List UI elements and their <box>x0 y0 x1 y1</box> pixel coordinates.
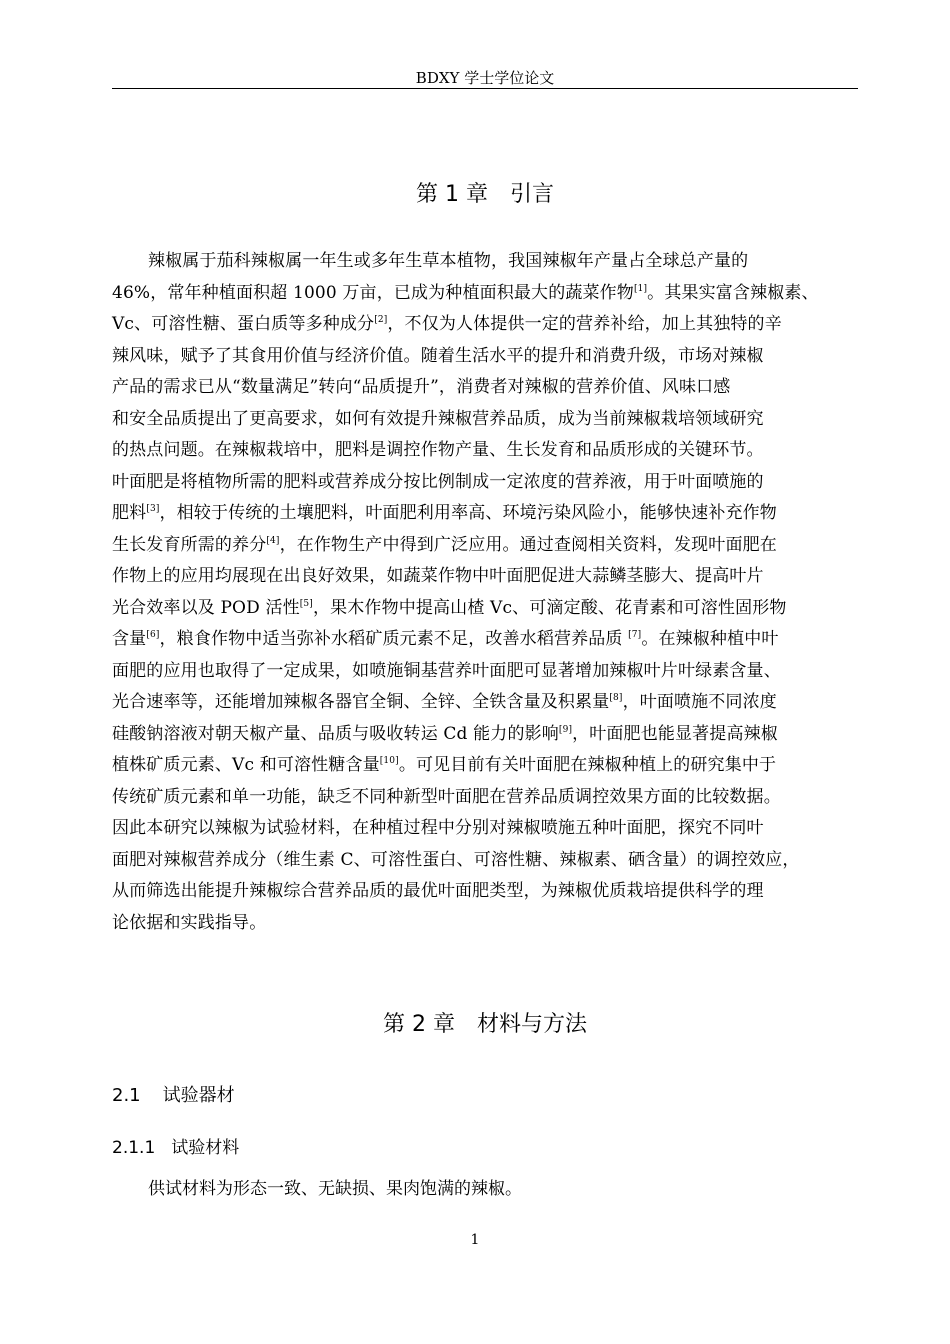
citation-ref: [4] <box>266 535 280 546</box>
text-line <box>112 845 872 877</box>
chapter-1-title: 第 1 章 引言 <box>416 182 554 207</box>
text-line <box>112 813 872 845</box>
text-run: 面肥对辣椒营养成分（维生素 C、可溶性蛋白、可溶性糖、辣椒素、硒含量）的调控效应， <box>112 849 800 870</box>
text-line <box>112 309 872 341</box>
text-run: 。在辣椒种植中叶 <box>641 629 779 649</box>
text-run: 和安全品质提出了更高要求，如何有效提升辣椒营养品质，成为当前辣椒栽培领域研究 <box>112 408 764 429</box>
text-line <box>112 908 872 940</box>
citation-ref: [10] <box>379 756 399 766</box>
text-line <box>112 687 872 719</box>
header-rule <box>112 88 858 89</box>
text-run: 论依据和实践指导。 <box>112 912 267 933</box>
intro-paragraph <box>112 246 872 939</box>
text-run: 含量 <box>112 629 147 649</box>
text-line <box>112 498 872 530</box>
text-line <box>112 656 872 688</box>
text-run: ，叶面肥也能显著提高辣椒 <box>572 723 778 744</box>
text-run: 叶面肥是将植物所需的肥料或营养成分按比例制成一定浓度的营养液，用于叶面喷施的 <box>112 471 764 492</box>
text-line <box>112 876 872 908</box>
text-run: 从而筛选出能提升辣椒综合营养品质的最优叶面肥类型，为辣椒优质栽培提供科学的理 <box>112 881 764 901</box>
text-run: ，在作物生产中得到广泛应用。通过查阅相关资料，发现叶面肥在 <box>279 534 777 555</box>
text-run: 因此本研究以辣椒为试验材料，在种植过程中分别对辣椒喷施五种叶面肥，探究不同叶 <box>112 818 764 838</box>
text-run: ，叶面喷施不同浓度 <box>622 692 777 712</box>
text-run: 辣椒属于茄科辣椒属一年生或多年生草本植物，我国辣椒年产量占全球总产量的 <box>148 251 749 271</box>
section-title: 试验材料 <box>171 1138 240 1158</box>
text-run: 面肥的应用也取得了一定成果，如喷施铜基营养叶面肥可显著增加辣椒叶片叶绿素含量、 <box>112 660 781 681</box>
page-number: 1 <box>470 1232 480 1248</box>
citation-ref: [8] <box>609 693 623 703</box>
text-line <box>112 278 872 310</box>
text-line <box>112 624 872 656</box>
text-run: 。其果实富含辣椒素、 <box>647 282 819 303</box>
running-header: BDXY 学士学位论文 <box>415 69 555 87</box>
text-run: ，不仅为人体提供一定的营养补给，加上其独特的辛 <box>387 314 782 334</box>
text-line <box>112 719 872 751</box>
text-line <box>112 593 872 625</box>
text-run: 光合效率以及 POD 活性 <box>112 597 300 618</box>
text-run: 46%，常年种植面积超 1000 万亩，已成为种植面积最大的蔬菜作物 <box>112 282 634 303</box>
text-run: 肥料 <box>112 503 147 523</box>
text-line <box>112 435 872 467</box>
section-2-1-1-heading <box>112 1135 239 1161</box>
citation-ref: [9] <box>558 724 573 735</box>
citation-ref: [5] <box>299 598 313 609</box>
materials-paragraph: 供试材料为形态一致、无缺损、果肉饱满的辣椒。 <box>148 1179 522 1199</box>
text-line <box>112 530 872 562</box>
text-run: 硅酸钠溶液对朝天椒产量、品质与吸收转运 Cd 能力的影响 <box>112 723 559 744</box>
text-line <box>112 782 872 814</box>
text-run: ，粮食作物中适当弥补水稻矿质元素不足，改善水稻营养品质 <box>159 629 629 649</box>
text-run: 植株矿质元素、Vc 和可溶性糖含量 <box>112 755 380 775</box>
text-line <box>112 341 872 373</box>
text-run: ，果木作物中提高山楂 Vc、可滴定酸、花青素和可溶性固形物 <box>312 597 787 618</box>
text-line <box>112 372 872 404</box>
text-line <box>112 246 872 278</box>
section-title: 试验器材 <box>162 1085 235 1106</box>
citation-ref: [2] <box>374 315 388 325</box>
text-run: Vc、可溶性糖、蛋白质等多种成分 <box>112 314 375 334</box>
text-run: ，相较于传统的土壤肥料，叶面肥利用率高、环境污染风险小，能够快速补充作物 <box>159 503 777 523</box>
citation-ref: [7] <box>628 630 642 640</box>
citation-ref: [3] <box>146 504 160 514</box>
text-line <box>112 750 872 782</box>
text-run: 辣风味，赋予了其食用价值与经济价值。随着生活水平的提升和消费升级，市场对辣椒 <box>112 345 764 366</box>
text-run: 产品的需求已从“数量满足”转向“品质提升”，消费者对辣椒的营养价值、风味口感 <box>112 377 731 397</box>
chapter-2-title: 第 2 章 材料与方法 <box>383 1012 587 1037</box>
citation-ref: [1] <box>633 283 648 294</box>
section-2-1-heading <box>112 1083 235 1109</box>
citation-ref: [6] <box>146 630 160 640</box>
text-run: 。可见目前有关叶面肥在辣椒种植上的研究集中于 <box>398 755 777 775</box>
section-number: 2.1.1 <box>112 1138 156 1158</box>
section-number: 2.1 <box>112 1085 141 1106</box>
text-line <box>112 561 872 593</box>
text-line <box>112 404 872 436</box>
text-line <box>112 467 872 499</box>
text-run: 的热点问题。在辣椒栽培中，肥料是调控作物产量、生长发育和品质形成的关键环节。 <box>112 440 764 460</box>
text-run: 光合速率等，还能增加辣椒各器官全铜、全锌、全铁含量及积累量 <box>112 692 610 712</box>
text-run: 传统矿质元素和单一功能，缺乏不同种新型叶面肥在营养品质调控效果方面的比较数据。 <box>112 786 781 807</box>
text-run: 生长发育所需的养分 <box>112 534 267 555</box>
text-run: 作物上的应用均展现在出良好效果，如蔬菜作物中叶面肥促进大蒜鳞茎膨大、提高叶片 <box>112 566 764 586</box>
